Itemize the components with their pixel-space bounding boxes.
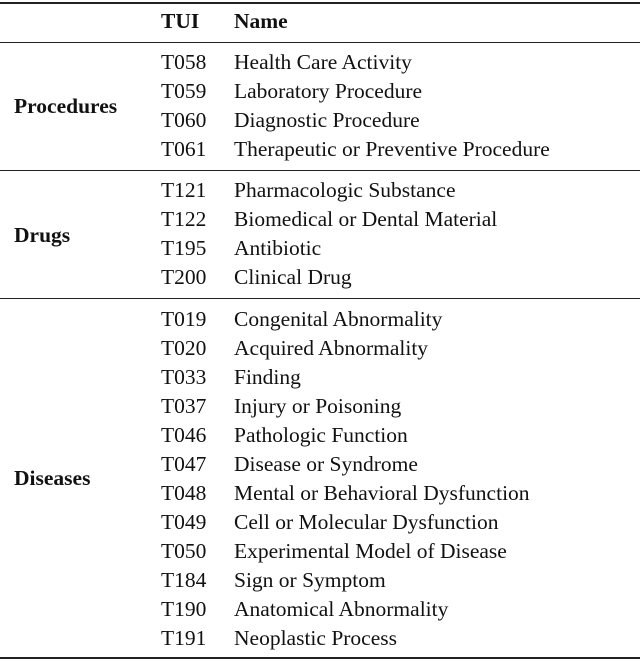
name-cell: Pathologic Function (234, 423, 408, 447)
name-cell: Mental or Behavioral Dysfunction (234, 481, 530, 505)
tui-cell: T184 (161, 568, 207, 592)
name-cell: Biomedical or Dental Material (234, 207, 498, 231)
tui-cell: T048 (161, 481, 207, 505)
name-cell: Cell or Molecular Dysfunction (234, 510, 499, 534)
name-cell: Therapeutic or Preventive Procedure (234, 137, 550, 161)
name-cell: Neoplastic Process (234, 626, 398, 650)
tui-cell: T019 (161, 307, 207, 331)
tui-cell: T060 (161, 108, 207, 132)
group-rule (0, 170, 640, 171)
tui-cell: T037 (161, 394, 207, 418)
name-cell: Diagnostic Procedure (234, 108, 420, 132)
name-cell: Injury or Poisoning (234, 394, 402, 418)
group-rule (0, 298, 640, 299)
tui-cell: T049 (161, 510, 207, 534)
tui-cell: T190 (161, 597, 207, 621)
name-cell: Experimental Model of Disease (234, 539, 507, 563)
tui-cell: T121 (161, 178, 207, 202)
tui-cell: T195 (161, 236, 207, 260)
name-cell: Congenital Abnormality (234, 307, 443, 331)
tui-cell: T046 (161, 423, 207, 447)
header-name: Name (234, 9, 288, 33)
header-tui: TUI (161, 9, 200, 33)
tui-cell: T020 (161, 336, 207, 360)
tui-cell: T191 (161, 626, 207, 650)
tui-cell: T200 (161, 265, 207, 289)
name-cell: Pharmacologic Substance (234, 178, 456, 202)
category-procedures: Procedures (14, 94, 118, 118)
tui-cell: T122 (161, 207, 207, 231)
name-cell: Health Care Activity (234, 50, 412, 74)
top-rule (0, 2, 640, 4)
name-cell: Acquired Abnormality (234, 336, 429, 360)
category-diseases: Diseases (14, 466, 91, 490)
tui-cell: T050 (161, 539, 207, 563)
tui-cell: T058 (161, 50, 207, 74)
name-cell: Sign or Symptom (234, 568, 386, 592)
bottom-rule (0, 657, 640, 659)
name-cell: Laboratory Procedure (234, 79, 423, 103)
tui-cell: T059 (161, 79, 207, 103)
header-rule (0, 42, 640, 43)
name-cell: Anatomical Abnormality (234, 597, 449, 621)
name-cell: Disease or Syndrome (234, 452, 418, 476)
tui-cell: T033 (161, 365, 207, 389)
category-drugs: Drugs (14, 223, 71, 247)
name-cell: Finding (234, 365, 301, 389)
tui-cell: T047 (161, 452, 207, 476)
name-cell: Clinical Drug (234, 265, 352, 289)
tui-cell: T061 (161, 137, 207, 161)
name-cell: Antibiotic (234, 236, 322, 260)
